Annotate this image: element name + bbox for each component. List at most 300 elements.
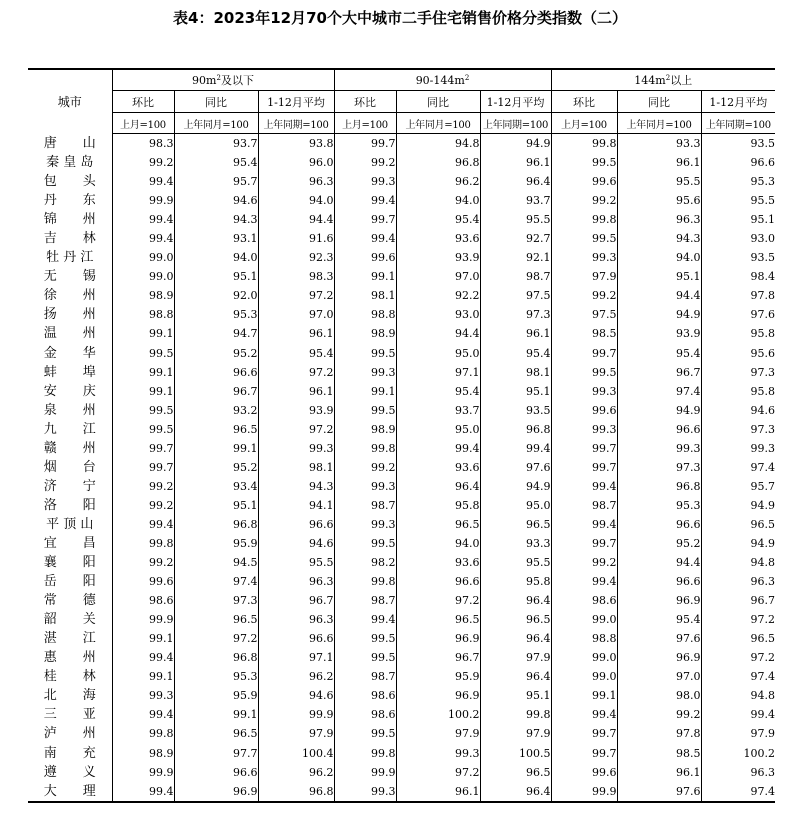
index-value: 97.2 bbox=[701, 610, 775, 629]
table-row bbox=[28, 458, 775, 477]
index-value: 98.9 bbox=[112, 744, 174, 763]
index-value: 96.1 bbox=[480, 153, 551, 172]
index-value: 96.7 bbox=[258, 591, 334, 610]
index-value: 96.4 bbox=[396, 477, 480, 496]
index-value: 98.3 bbox=[112, 134, 174, 154]
index-value: 99.3 bbox=[334, 172, 396, 191]
index-value: 99.0 bbox=[551, 610, 617, 629]
index-value: 94.1 bbox=[258, 496, 334, 515]
table-row bbox=[28, 763, 775, 782]
index-value: 96.0 bbox=[258, 153, 334, 172]
index-value: 99.3 bbox=[334, 363, 396, 382]
index-value: 98.7 bbox=[480, 267, 551, 286]
index-value: 93.5 bbox=[701, 248, 775, 267]
index-value: 96.9 bbox=[617, 648, 701, 667]
index-value: 95.8 bbox=[396, 496, 480, 515]
index-value: 96.5 bbox=[701, 515, 775, 534]
index-value: 96.8 bbox=[480, 420, 551, 439]
index-value: 95.1 bbox=[174, 267, 258, 286]
index-value: 96.5 bbox=[480, 515, 551, 534]
index-value: 93.5 bbox=[480, 401, 551, 420]
index-value: 96.9 bbox=[617, 591, 701, 610]
index-value: 99.6 bbox=[551, 763, 617, 782]
index-value: 96.3 bbox=[701, 572, 775, 591]
index-value: 99.9 bbox=[551, 782, 617, 802]
city-name: 北 海 bbox=[43, 688, 96, 704]
index-value: 97.4 bbox=[701, 667, 775, 686]
index-value: 95.8 bbox=[701, 382, 775, 401]
city-name: 洛 阳 bbox=[43, 497, 96, 513]
index-value: 99.2 bbox=[551, 286, 617, 305]
index-value: 99.4 bbox=[480, 439, 551, 458]
index-value: 97.6 bbox=[617, 782, 701, 802]
index-value: 94.9 bbox=[480, 134, 551, 154]
index-value: 99.4 bbox=[112, 210, 174, 229]
index-value: 95.7 bbox=[174, 172, 258, 191]
index-value: 96.9 bbox=[396, 629, 480, 648]
index-value: 98.8 bbox=[334, 305, 396, 324]
index-value: 96.8 bbox=[396, 153, 480, 172]
index-value: 99.3 bbox=[334, 515, 396, 534]
index-value: 99.2 bbox=[112, 153, 174, 172]
index-value: 98.6 bbox=[551, 591, 617, 610]
index-value: 99.3 bbox=[551, 382, 617, 401]
index-value: 99.8 bbox=[112, 534, 174, 553]
table-row bbox=[28, 153, 775, 172]
index-value: 99.4 bbox=[112, 515, 174, 534]
subheader-mom: 环比 bbox=[334, 91, 396, 113]
index-value: 94.6 bbox=[258, 534, 334, 553]
index-value: 99.3 bbox=[112, 686, 174, 705]
index-value: 97.1 bbox=[396, 363, 480, 382]
index-value: 94.4 bbox=[617, 286, 701, 305]
index-value: 99.4 bbox=[396, 439, 480, 458]
index-value: 96.6 bbox=[617, 420, 701, 439]
subheader-yoy: 同比 bbox=[617, 91, 701, 113]
index-value: 96.5 bbox=[396, 515, 480, 534]
index-value: 99.9 bbox=[258, 705, 334, 724]
index-value: 97.3 bbox=[701, 420, 775, 439]
index-value: 94.0 bbox=[617, 248, 701, 267]
index-value: 99.5 bbox=[112, 344, 174, 363]
table-row bbox=[28, 686, 775, 705]
index-value: 99.4 bbox=[551, 477, 617, 496]
index-value: 95.4 bbox=[617, 610, 701, 629]
index-value: 94.3 bbox=[174, 210, 258, 229]
index-value: 98.0 bbox=[617, 686, 701, 705]
table-row bbox=[28, 229, 775, 248]
index-value: 96.5 bbox=[174, 724, 258, 743]
city-name: 锦 州 bbox=[43, 212, 96, 228]
index-value: 96.8 bbox=[174, 648, 258, 667]
index-value: 94.9 bbox=[617, 305, 701, 324]
city-name: 温 州 bbox=[43, 326, 96, 342]
index-value: 96.6 bbox=[258, 515, 334, 534]
index-value: 98.6 bbox=[334, 686, 396, 705]
table-row bbox=[28, 191, 775, 210]
index-value: 95.5 bbox=[617, 172, 701, 191]
index-value: 95.7 bbox=[701, 477, 775, 496]
subheader-mom: 环比 bbox=[112, 91, 174, 113]
index-value: 96.3 bbox=[258, 572, 334, 591]
index-value: 98.7 bbox=[334, 591, 396, 610]
index-value: 96.1 bbox=[396, 782, 480, 802]
subheader-avg: 1-12月平均 bbox=[701, 91, 775, 113]
index-value: 94.5 bbox=[174, 553, 258, 572]
index-value: 99.4 bbox=[112, 648, 174, 667]
table-row bbox=[28, 610, 775, 629]
index-value: 93.3 bbox=[617, 134, 701, 154]
index-value: 95.1 bbox=[480, 382, 551, 401]
table-title: 表4：2023年12月70个大中城市二手住宅销售价格分类指数（二） bbox=[173, 9, 627, 27]
index-value: 99.7 bbox=[112, 439, 174, 458]
index-value: 98.5 bbox=[551, 324, 617, 343]
index-value: 95.2 bbox=[617, 534, 701, 553]
index-value: 95.1 bbox=[701, 210, 775, 229]
index-value: 99.2 bbox=[112, 496, 174, 515]
city-name: 韶 关 bbox=[43, 612, 96, 628]
index-value: 99.7 bbox=[551, 458, 617, 477]
index-value: 96.5 bbox=[396, 610, 480, 629]
city-name: 蚌 埠 bbox=[43, 364, 96, 380]
index-value: 99.5 bbox=[551, 153, 617, 172]
index-value: 97.3 bbox=[480, 305, 551, 324]
index-value: 100.4 bbox=[258, 744, 334, 763]
index-value: 99.7 bbox=[551, 344, 617, 363]
index-value: 99.7 bbox=[334, 134, 396, 154]
table-row bbox=[28, 515, 775, 534]
index-value: 99.3 bbox=[617, 439, 701, 458]
index-value: 99.6 bbox=[551, 172, 617, 191]
index-value: 99.4 bbox=[334, 610, 396, 629]
index-value: 99.5 bbox=[112, 420, 174, 439]
index-value: 93.3 bbox=[480, 534, 551, 553]
index-value: 99.1 bbox=[334, 382, 396, 401]
index-value: 94.0 bbox=[174, 248, 258, 267]
city-name: 烟 台 bbox=[43, 459, 96, 475]
index-value: 99.3 bbox=[701, 439, 775, 458]
index-value: 99.2 bbox=[334, 153, 396, 172]
index-value: 95.4 bbox=[480, 344, 551, 363]
table-row bbox=[28, 286, 775, 305]
index-value: 96.6 bbox=[174, 763, 258, 782]
index-value: 95.0 bbox=[396, 420, 480, 439]
index-value: 95.9 bbox=[174, 534, 258, 553]
index-value: 99.5 bbox=[551, 363, 617, 382]
index-value: 94.3 bbox=[258, 477, 334, 496]
index-value: 96.6 bbox=[617, 572, 701, 591]
city-name: 扬 州 bbox=[43, 307, 96, 323]
index-value: 94.9 bbox=[480, 477, 551, 496]
index-value: 99.1 bbox=[112, 324, 174, 343]
table-row bbox=[28, 705, 775, 724]
index-value: 94.8 bbox=[396, 134, 480, 154]
city-name: 宜 昌 bbox=[43, 536, 96, 551]
index-value: 99.2 bbox=[112, 553, 174, 572]
index-value: 93.8 bbox=[258, 134, 334, 154]
index-value: 96.7 bbox=[396, 648, 480, 667]
index-value: 99.2 bbox=[112, 477, 174, 496]
index-value: 95.6 bbox=[701, 344, 775, 363]
index-value: 93.7 bbox=[480, 191, 551, 210]
index-value: 97.9 bbox=[396, 724, 480, 743]
city-name: 常 德 bbox=[43, 593, 96, 609]
index-value: 96.7 bbox=[701, 591, 775, 610]
index-value: 99.3 bbox=[334, 782, 396, 802]
index-value: 99.0 bbox=[112, 248, 174, 267]
index-value: 99.8 bbox=[334, 439, 396, 458]
city-name: 遵 义 bbox=[43, 764, 96, 780]
table-row bbox=[28, 172, 775, 191]
index-value: 99.3 bbox=[551, 420, 617, 439]
index-value: 98.8 bbox=[551, 629, 617, 648]
index-value: 93.0 bbox=[701, 229, 775, 248]
index-value: 98.7 bbox=[551, 496, 617, 515]
table-row bbox=[28, 629, 775, 648]
index-value: 99.5 bbox=[334, 534, 396, 553]
index-value: 94.9 bbox=[701, 496, 775, 515]
index-value: 99.5 bbox=[334, 724, 396, 743]
index-value: 99.7 bbox=[551, 534, 617, 553]
index-value: 96.4 bbox=[480, 782, 551, 802]
table-row bbox=[28, 439, 775, 458]
index-value: 99.9 bbox=[112, 610, 174, 629]
city-name: 泸 州 bbox=[43, 726, 96, 742]
index-value: 99.3 bbox=[258, 439, 334, 458]
index-value: 94.0 bbox=[396, 534, 480, 553]
index-value: 99.2 bbox=[551, 191, 617, 210]
city-name: 桂 林 bbox=[43, 669, 96, 685]
index-value: 99.7 bbox=[334, 210, 396, 229]
index-value: 93.6 bbox=[396, 229, 480, 248]
index-value: 99.4 bbox=[112, 705, 174, 724]
index-value: 92.3 bbox=[258, 248, 334, 267]
table-row bbox=[28, 363, 775, 382]
index-value: 96.8 bbox=[258, 782, 334, 802]
index-value: 93.7 bbox=[396, 401, 480, 420]
index-value: 99.6 bbox=[112, 572, 174, 591]
city-name: 徐 州 bbox=[43, 288, 96, 304]
index-value: 97.6 bbox=[617, 629, 701, 648]
index-value: 94.8 bbox=[701, 553, 775, 572]
table-row bbox=[28, 401, 775, 420]
city-name: 金 华 bbox=[43, 345, 96, 361]
index-value: 93.4 bbox=[174, 477, 258, 496]
index-value: 97.2 bbox=[396, 763, 480, 782]
index-value: 97.2 bbox=[258, 420, 334, 439]
city-name: 大 理 bbox=[28, 782, 112, 802]
city-name: 九 江 bbox=[43, 421, 96, 437]
index-value: 95.3 bbox=[174, 667, 258, 686]
table-row bbox=[28, 667, 775, 686]
base-avg: 上年同期=100 bbox=[701, 113, 775, 134]
index-value: 100.2 bbox=[396, 705, 480, 724]
table-row bbox=[28, 648, 775, 667]
index-value: 96.3 bbox=[701, 763, 775, 782]
index-value: 94.3 bbox=[617, 229, 701, 248]
table-row bbox=[28, 305, 775, 324]
index-value: 97.3 bbox=[174, 591, 258, 610]
index-value: 98.6 bbox=[112, 591, 174, 610]
index-value: 97.9 bbox=[551, 267, 617, 286]
base-yoy: 上年同月=100 bbox=[174, 113, 258, 134]
index-value: 95.5 bbox=[701, 191, 775, 210]
index-value: 95.9 bbox=[174, 686, 258, 705]
index-value: 97.6 bbox=[480, 458, 551, 477]
index-value: 95.8 bbox=[701, 324, 775, 343]
index-value: 96.1 bbox=[617, 763, 701, 782]
city-name: 湛 江 bbox=[43, 631, 96, 647]
index-value: 95.3 bbox=[617, 496, 701, 515]
index-value: 99.1 bbox=[112, 667, 174, 686]
subheader-yoy: 同比 bbox=[174, 91, 258, 113]
city-name: 三 亚 bbox=[43, 707, 96, 723]
index-value: 98.1 bbox=[258, 458, 334, 477]
subheader-avg: 1-12月平均 bbox=[480, 91, 551, 113]
index-value: 96.1 bbox=[258, 382, 334, 401]
index-value: 99.8 bbox=[334, 744, 396, 763]
index-value: 97.4 bbox=[617, 382, 701, 401]
index-value: 99.4 bbox=[334, 191, 396, 210]
index-value: 99.2 bbox=[617, 705, 701, 724]
index-value: 99.7 bbox=[551, 724, 617, 743]
index-value: 98.3 bbox=[258, 267, 334, 286]
index-value: 96.2 bbox=[258, 667, 334, 686]
table-row bbox=[28, 382, 775, 401]
index-value: 98.9 bbox=[334, 324, 396, 343]
table-body bbox=[28, 134, 775, 802]
index-value: 97.1 bbox=[258, 648, 334, 667]
index-value: 96.2 bbox=[258, 763, 334, 782]
index-value: 96.6 bbox=[396, 572, 480, 591]
index-value: 97.2 bbox=[701, 648, 775, 667]
index-value: 94.4 bbox=[258, 210, 334, 229]
city-name: 丹 东 bbox=[43, 193, 96, 209]
index-value: 97.9 bbox=[701, 724, 775, 743]
index-value: 96.8 bbox=[174, 515, 258, 534]
index-value: 93.9 bbox=[617, 324, 701, 343]
index-value: 97.8 bbox=[701, 286, 775, 305]
index-value: 94.0 bbox=[258, 191, 334, 210]
table-row bbox=[28, 134, 775, 154]
index-value: 95.4 bbox=[258, 344, 334, 363]
table-row bbox=[28, 248, 775, 267]
group-header-large: $144m^2$以上 bbox=[551, 69, 775, 91]
base-mom: 上月=100 bbox=[112, 113, 174, 134]
index-value: 98.2 bbox=[334, 553, 396, 572]
index-value: 94.9 bbox=[701, 534, 775, 553]
index-value: 97.3 bbox=[701, 363, 775, 382]
index-value: 99.9 bbox=[112, 763, 174, 782]
index-value: 94.6 bbox=[174, 191, 258, 210]
index-value: 99.8 bbox=[551, 134, 617, 154]
index-value: 92.0 bbox=[174, 286, 258, 305]
city-name: 包 头 bbox=[43, 174, 96, 190]
city-name: 秦 皇 岛 bbox=[46, 155, 94, 171]
city-name: 惠 州 bbox=[43, 650, 96, 666]
index-value: 95.4 bbox=[396, 382, 480, 401]
table-row bbox=[28, 744, 775, 763]
index-value: 97.2 bbox=[396, 591, 480, 610]
index-value: 95.4 bbox=[617, 344, 701, 363]
index-value: 99.0 bbox=[112, 267, 174, 286]
index-value: 99.7 bbox=[551, 439, 617, 458]
index-value: 99.8 bbox=[112, 724, 174, 743]
index-value: 99.8 bbox=[551, 210, 617, 229]
index-value: 96.1 bbox=[480, 324, 551, 343]
index-value: 97.8 bbox=[617, 724, 701, 743]
index-value: 99.5 bbox=[112, 401, 174, 420]
index-value: 97.5 bbox=[551, 305, 617, 324]
index-value: 93.9 bbox=[258, 401, 334, 420]
subheader-mom: 环比 bbox=[551, 91, 617, 113]
index-value: 99.7 bbox=[112, 458, 174, 477]
index-value: 99.1 bbox=[112, 363, 174, 382]
group-header-medium: $90-144m^2$ bbox=[334, 69, 551, 91]
index-value: 96.1 bbox=[258, 324, 334, 343]
index-value: 95.1 bbox=[617, 267, 701, 286]
index-value: 99.7 bbox=[551, 744, 617, 763]
index-value: 96.4 bbox=[480, 172, 551, 191]
city-name: 泉 州 bbox=[43, 402, 96, 418]
index-value: 97.9 bbox=[258, 724, 334, 743]
index-value: 97.5 bbox=[480, 286, 551, 305]
index-value: 96.4 bbox=[480, 667, 551, 686]
index-value: 96.5 bbox=[174, 420, 258, 439]
index-value: 95.6 bbox=[617, 191, 701, 210]
index-value: 99.8 bbox=[480, 705, 551, 724]
index-value: 96.4 bbox=[480, 591, 551, 610]
index-value: 93.5 bbox=[701, 134, 775, 154]
price-index-table bbox=[28, 68, 775, 803]
index-value: 96.5 bbox=[480, 763, 551, 782]
index-value: 94.0 bbox=[396, 191, 480, 210]
index-value: 95.0 bbox=[396, 344, 480, 363]
group-header-small: $90m^2$及以下 bbox=[112, 69, 334, 91]
index-value: 97.9 bbox=[480, 648, 551, 667]
index-value: 99.5 bbox=[334, 648, 396, 667]
table-row bbox=[28, 496, 775, 515]
city-name: 岳 阳 bbox=[43, 574, 96, 590]
index-value: 99.8 bbox=[334, 572, 396, 591]
index-value: 98.8 bbox=[112, 305, 174, 324]
table-row bbox=[28, 267, 775, 286]
table-row bbox=[28, 420, 775, 439]
index-value: 98.5 bbox=[617, 744, 701, 763]
index-value: 99.1 bbox=[551, 686, 617, 705]
index-value: 98.1 bbox=[334, 286, 396, 305]
index-value: 95.4 bbox=[174, 153, 258, 172]
index-value: 97.4 bbox=[701, 782, 775, 802]
index-value: 99.9 bbox=[112, 191, 174, 210]
city-name: 济 宁 bbox=[43, 478, 96, 494]
index-value: 99.1 bbox=[112, 629, 174, 648]
index-value: 96.5 bbox=[701, 629, 775, 648]
table-row bbox=[28, 210, 775, 229]
index-value: 99.1 bbox=[112, 382, 174, 401]
index-value: 97.0 bbox=[258, 305, 334, 324]
table-row bbox=[28, 344, 775, 363]
table-row bbox=[28, 572, 775, 591]
index-value: 99.0 bbox=[551, 648, 617, 667]
index-value: 93.2 bbox=[174, 401, 258, 420]
index-value: 99.5 bbox=[334, 629, 396, 648]
index-value: 96.6 bbox=[617, 515, 701, 534]
index-value: 98.7 bbox=[334, 667, 396, 686]
index-value: 95.2 bbox=[174, 344, 258, 363]
index-value: 99.3 bbox=[551, 248, 617, 267]
index-value: 98.7 bbox=[334, 496, 396, 515]
